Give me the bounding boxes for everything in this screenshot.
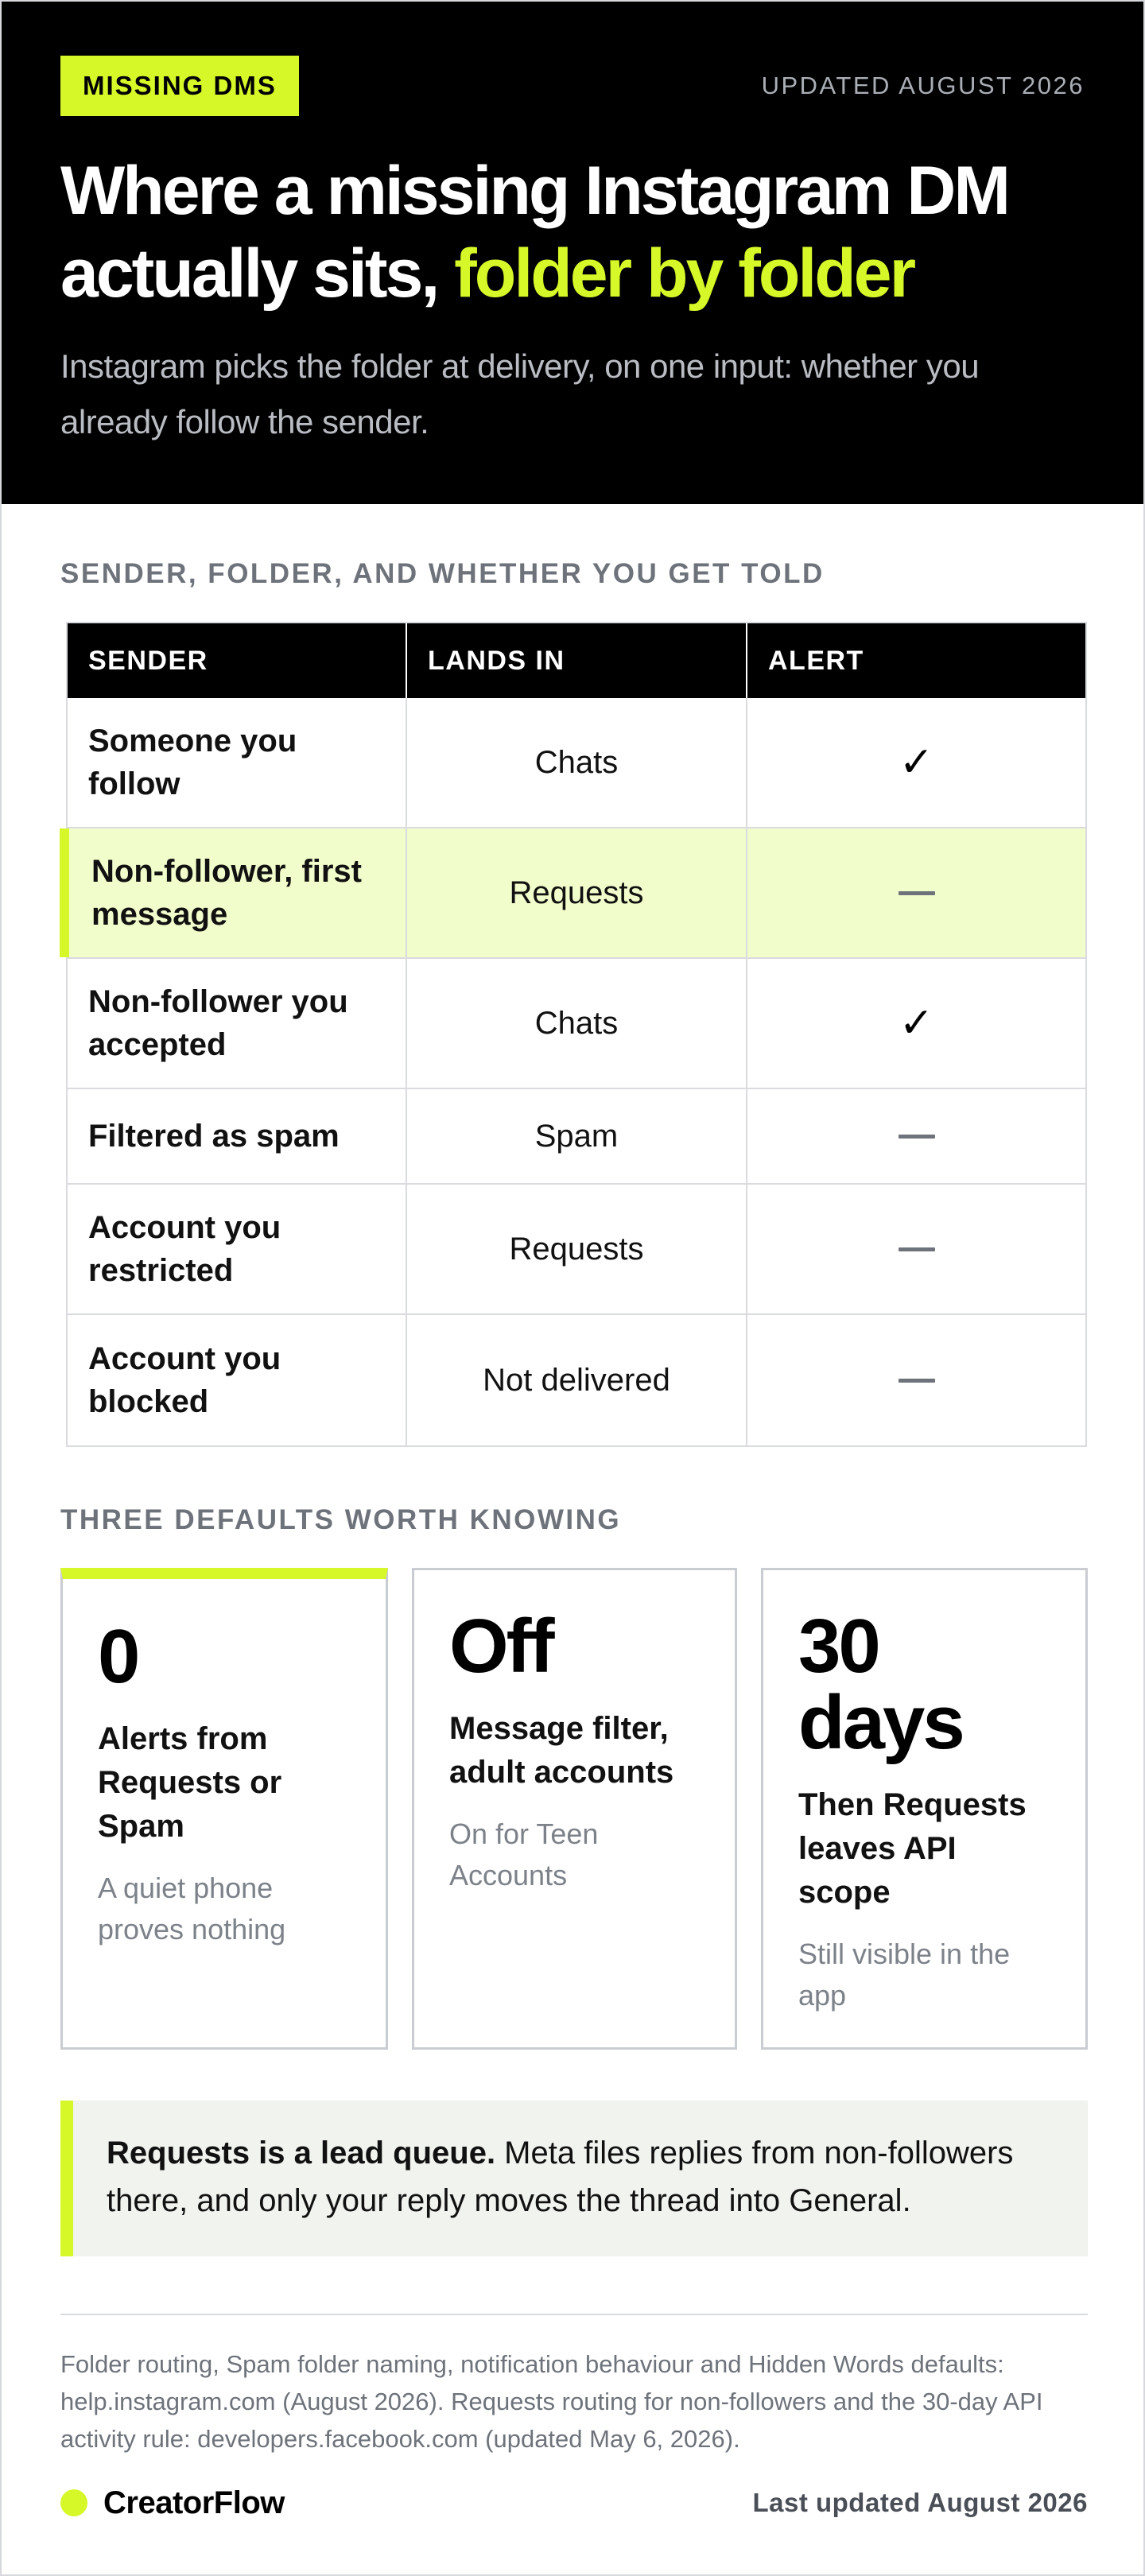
footer-divider xyxy=(60,2314,1088,2315)
sources-note: Folder routing, Spam folder naming, notification behaviour and Hidden Words defaults: help.instagram.com (August 2026). Requests routing for non-followers and the 30-day API activity rule: developers.facebook.com (updated May 6, 2026). xyxy=(60,2350,1043,2453)
topic-tag: MISSING DMS xyxy=(60,56,299,116)
table-row xyxy=(68,1315,1085,1445)
last-updated: Last updated August 2026 xyxy=(752,2488,1088,2517)
checkmark-icon: ✓ xyxy=(899,739,934,786)
lands-in-cell: Requests xyxy=(407,1185,747,1313)
dash-icon xyxy=(899,1135,935,1139)
header-alert: ALERT xyxy=(768,645,864,676)
callout-lead: Requests is a lead queue. xyxy=(107,2136,496,2171)
updated-date: UPDATED AUGUST 2026 xyxy=(761,72,1085,99)
lands-in-cell: Not delivered xyxy=(407,1315,747,1445)
brand-logo xyxy=(60,2485,285,2521)
header-sender: SENDER xyxy=(68,623,407,698)
highlight-bar xyxy=(60,828,69,957)
card-stat: 30 days xyxy=(798,1604,963,1765)
hero-header xyxy=(2,2,1143,504)
lands-in-cell: Chats xyxy=(407,698,747,827)
alert-cell xyxy=(747,959,1085,1088)
table-row xyxy=(68,1089,1085,1185)
brand-dot-icon xyxy=(60,2489,87,2516)
brand-name: CreatorFlow xyxy=(103,2485,285,2520)
page-title xyxy=(60,149,1085,315)
lands-in-cell: Chats xyxy=(407,959,747,1088)
table-row xyxy=(68,698,1085,828)
table-row-highlighted xyxy=(68,828,1085,959)
table-section-label: SENDER, FOLDER, AND WHETHER YOU GET TOLD xyxy=(60,558,825,589)
defaults-section-label: THREE DEFAULTS WORTH KNOWING xyxy=(60,1504,622,1535)
alert-cell xyxy=(747,1315,1085,1445)
table-row xyxy=(68,959,1085,1089)
header-lands-in: LANDS IN xyxy=(407,623,747,698)
alert-cell xyxy=(747,828,1085,957)
card-stat: Off xyxy=(449,1604,553,1689)
card-heading: Alerts from Requests or Spam xyxy=(98,1721,282,1844)
sender-cell: Account you blocked xyxy=(68,1315,407,1445)
footer xyxy=(60,2479,1088,2527)
default-card-filter xyxy=(412,1568,737,2050)
sender-cell: Non-follower, first message xyxy=(68,828,407,957)
lands-in-cell: Spam xyxy=(407,1089,747,1183)
alert-cell xyxy=(747,698,1085,827)
default-card-api-scope xyxy=(761,1568,1088,2050)
title-accent: folder by folder xyxy=(454,235,914,312)
lead-queue-callout xyxy=(60,2101,1088,2256)
card-note: Still visible in the app xyxy=(798,1938,1011,2012)
lands-in-cell: Requests xyxy=(407,828,747,957)
alert-cell xyxy=(747,1185,1085,1313)
hero-top-row xyxy=(60,56,1085,116)
dash-icon xyxy=(899,1379,935,1383)
card-stat: 0 xyxy=(98,1614,138,1699)
routing-table xyxy=(66,622,1087,1447)
default-card-alerts xyxy=(60,1568,388,2050)
sender-cell: Non-follower you accepted xyxy=(68,959,407,1088)
table-row xyxy=(68,1185,1085,1315)
card-note: On for Teen Accounts xyxy=(449,1818,599,1891)
callout-body: Meta files replies from non-followers there, and only your reply moves the thread into General. xyxy=(107,2136,1014,2218)
title-main: Where a missing Instagram DM actually sits, xyxy=(60,153,1008,312)
sender-cell: Account you restricted xyxy=(68,1185,407,1313)
card-heading: Message filter, adult accounts xyxy=(449,1711,674,1790)
table-header-row xyxy=(68,623,1085,698)
sender-cell: Filtered as spam xyxy=(68,1089,407,1183)
defaults-cards xyxy=(60,1568,1088,2050)
dash-icon xyxy=(899,891,935,895)
card-note: A quiet phone proves nothing xyxy=(98,1872,286,1946)
alert-cell xyxy=(747,1089,1085,1183)
sender-cell: Someone you follow xyxy=(68,698,407,827)
page-subtitle: Instagram picks the folder at delivery, on one input: whether you already follow the sender. xyxy=(60,347,980,440)
card-heading: Then Requests leaves API scope xyxy=(798,1787,1027,1910)
dash-icon xyxy=(899,1247,935,1251)
checkmark-icon: ✓ xyxy=(899,999,934,1047)
